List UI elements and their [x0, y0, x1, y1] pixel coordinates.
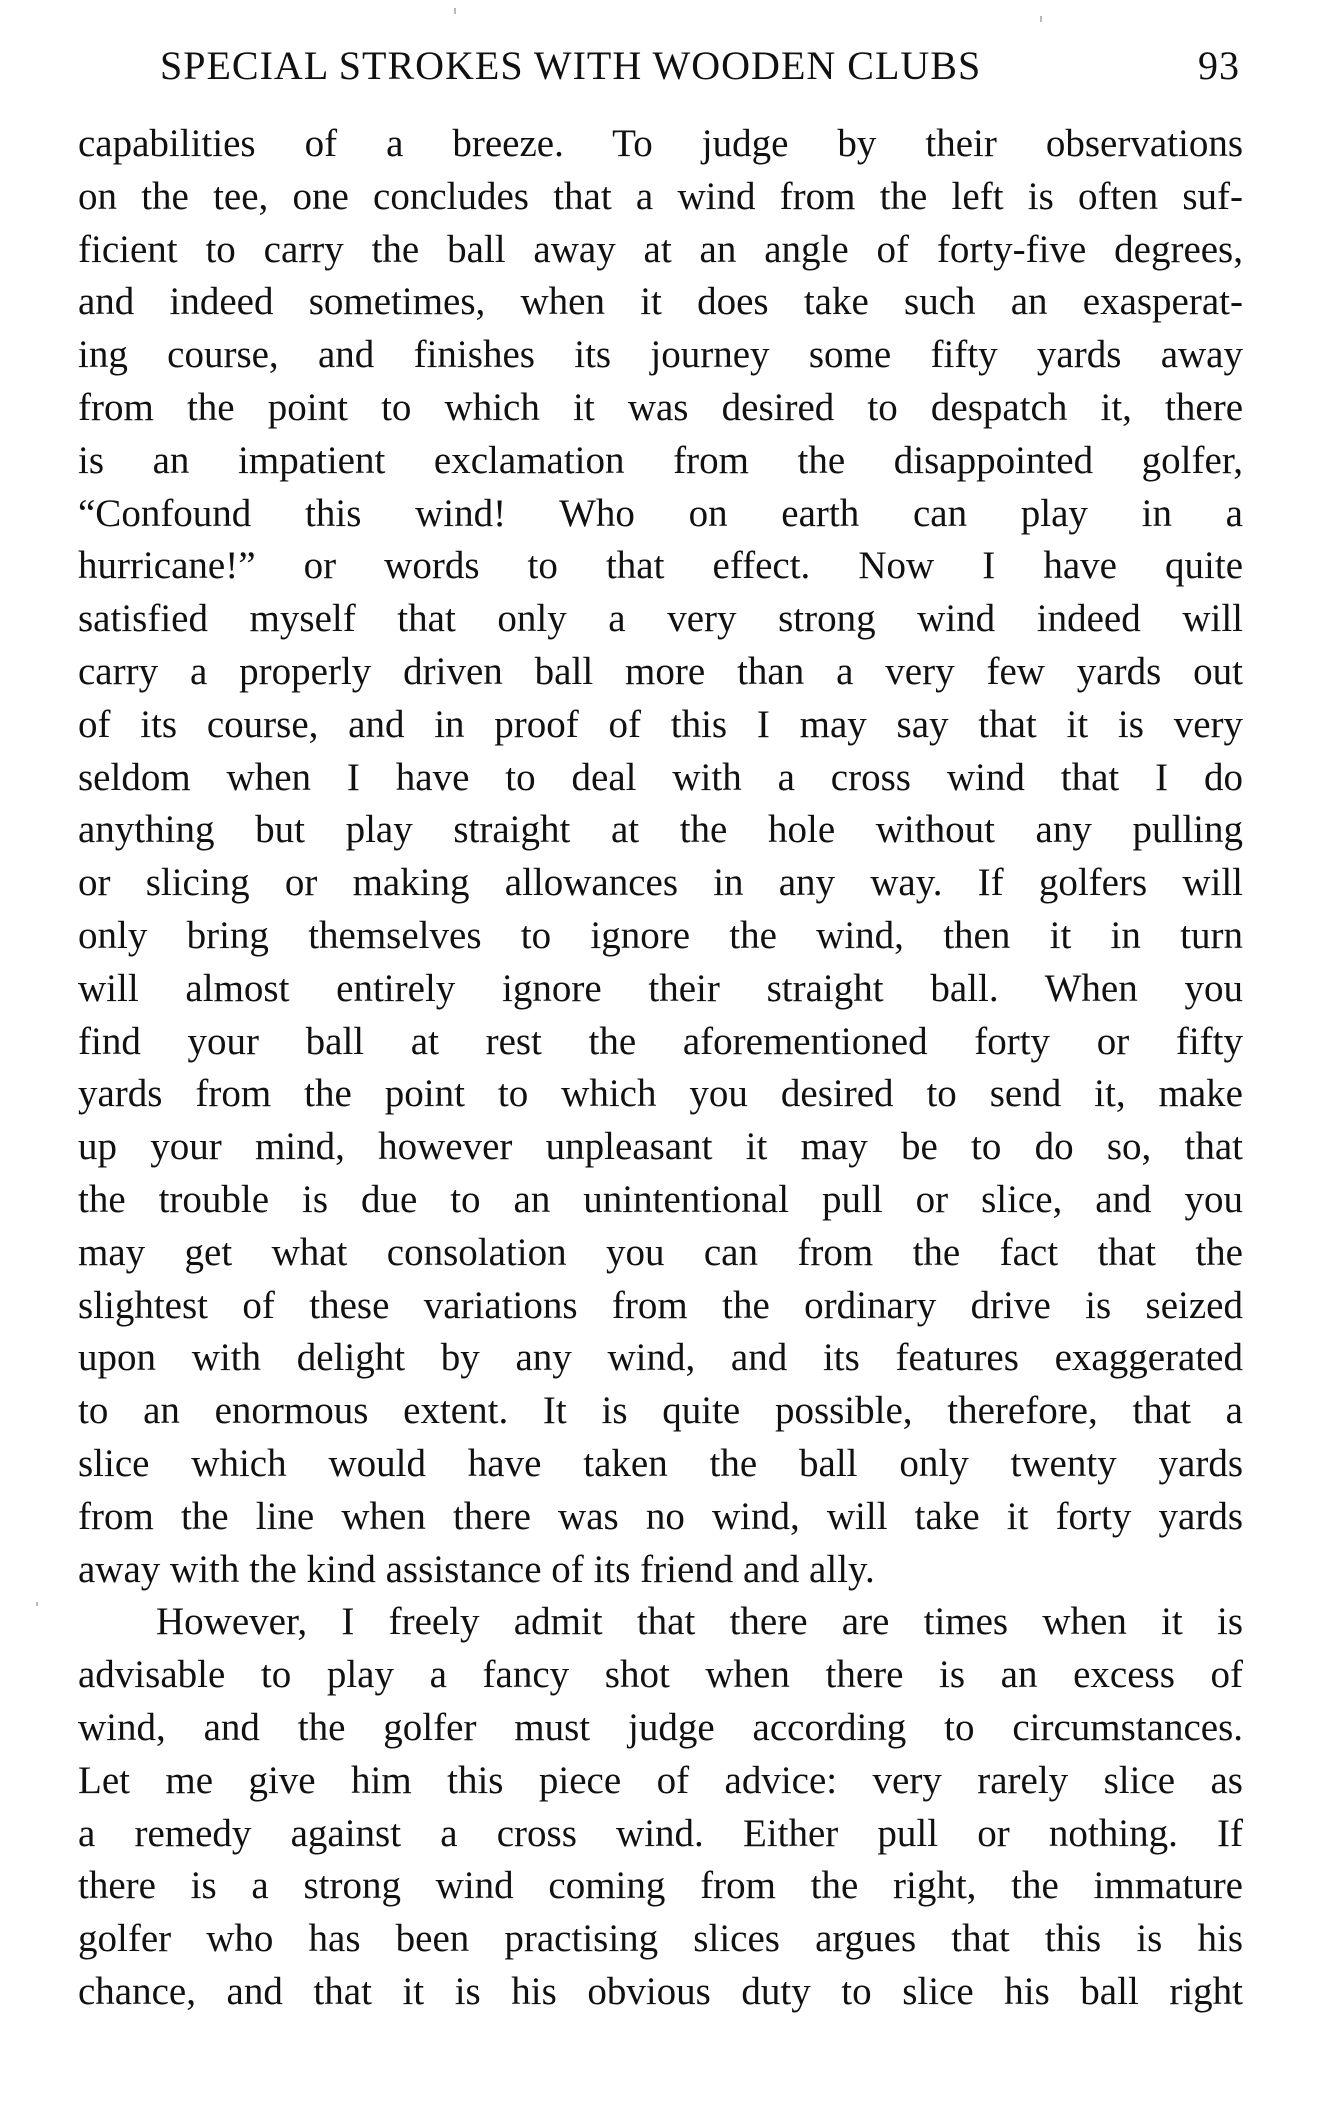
text-line: upon with delight by any wind, and its features exaggerated: [78, 1336, 1243, 1380]
paragraph: [78, 1596, 1243, 2018]
scan-speck: [1040, 16, 1042, 22]
text-line: wind, and the golfer must judge according to circumstances.: [78, 1705, 1243, 1749]
text-line: golfer who has been practising slices argues that this is his: [78, 1917, 1243, 1961]
text-line: on the tee, one concludes that a wind from the left is often suf-: [78, 174, 1243, 218]
text-line: ing course, and finishes its journey some fifty yards away: [78, 333, 1243, 377]
body-text: [78, 118, 1243, 2019]
text-line: satisfied myself that only a very strong wind indeed will: [78, 597, 1243, 641]
text-line: capabilities of a breeze. To judge by their observations: [78, 122, 1243, 165]
page-number: 93: [1198, 43, 1240, 88]
text-line: anything but play straight at the hole without any pulling: [78, 808, 1243, 852]
text-line: slice which would have taken the ball only twenty yards: [78, 1441, 1243, 1485]
running-title: SPECIAL STROKES WITH WOODEN CLUBS: [160, 43, 982, 88]
text-line: and indeed sometimes, when it does take such an exasperat-: [78, 280, 1243, 324]
text-line: of its course, and in proof of this I may say that it is very: [78, 702, 1243, 746]
text-line: will almost entirely ignore their straight ball. When you: [78, 966, 1243, 1010]
text-line: to an enormous extent. It is quite possible, therefore, that a: [78, 1389, 1243, 1433]
text-line: only bring themselves to ignore the wind, then it in turn: [78, 913, 1243, 957]
text-line: slightest of these variations from the ordinary drive is seized: [78, 1283, 1243, 1327]
text-line: Let me give him this piece of advice: very rarely slice as: [78, 1758, 1243, 1802]
text-line: yards from the point to which you desired to send it, make: [78, 1072, 1243, 1116]
text-line: “Confound this wind! Who on earth can play in a: [78, 491, 1243, 535]
text-line: a remedy against a cross wind. Either pull or nothing. If: [78, 1811, 1243, 1855]
text-line: the trouble is due to an unintentional pull or slice, and you: [78, 1177, 1243, 1221]
paragraph: [78, 118, 1243, 1596]
text-line: away with the kind assistance of its friend and ally.: [78, 1547, 875, 1591]
text-line: ficient to carry the ball away at an angle of forty-five degrees,: [78, 227, 1243, 271]
text-line: may get what consolation you can from the fact that the: [78, 1230, 1243, 1274]
text-line: up your mind, however unpleasant it may be to do so, that: [78, 1125, 1243, 1169]
text-line: carry a properly driven ball more than a very few yards out: [78, 649, 1243, 693]
running-head: [160, 42, 1240, 92]
text-line: hurricane!” or words to that effect. Now I have quite: [78, 544, 1243, 588]
text-line: find your ball at rest the aforementioned forty or fifty: [78, 1019, 1243, 1063]
text-line: from the line when there was no wind, will take it forty yards: [78, 1494, 1243, 1538]
text-line: from the point to which it was desired to despatch it, there: [78, 385, 1243, 429]
scan-speck: [454, 8, 456, 14]
text-line: advisable to play a fancy shot when there is an excess of: [78, 1653, 1243, 1697]
text-line: seldom when I have to deal with a cross wind that I do: [78, 755, 1243, 799]
scan-speck: [36, 1602, 38, 1606]
text-line: there is a strong wind coming from the right, the immature: [78, 1864, 1243, 1908]
text-line: is an impatient exclamation from the disappointed golfer,: [78, 438, 1243, 482]
text-line: However, I freely admit that there are times when it is: [156, 1600, 1243, 1644]
text-line: or slicing or making allowances in any way. If golfers will: [78, 861, 1243, 905]
text-line: chance, and that it is his obvious duty to slice his ball right: [78, 1969, 1243, 2013]
